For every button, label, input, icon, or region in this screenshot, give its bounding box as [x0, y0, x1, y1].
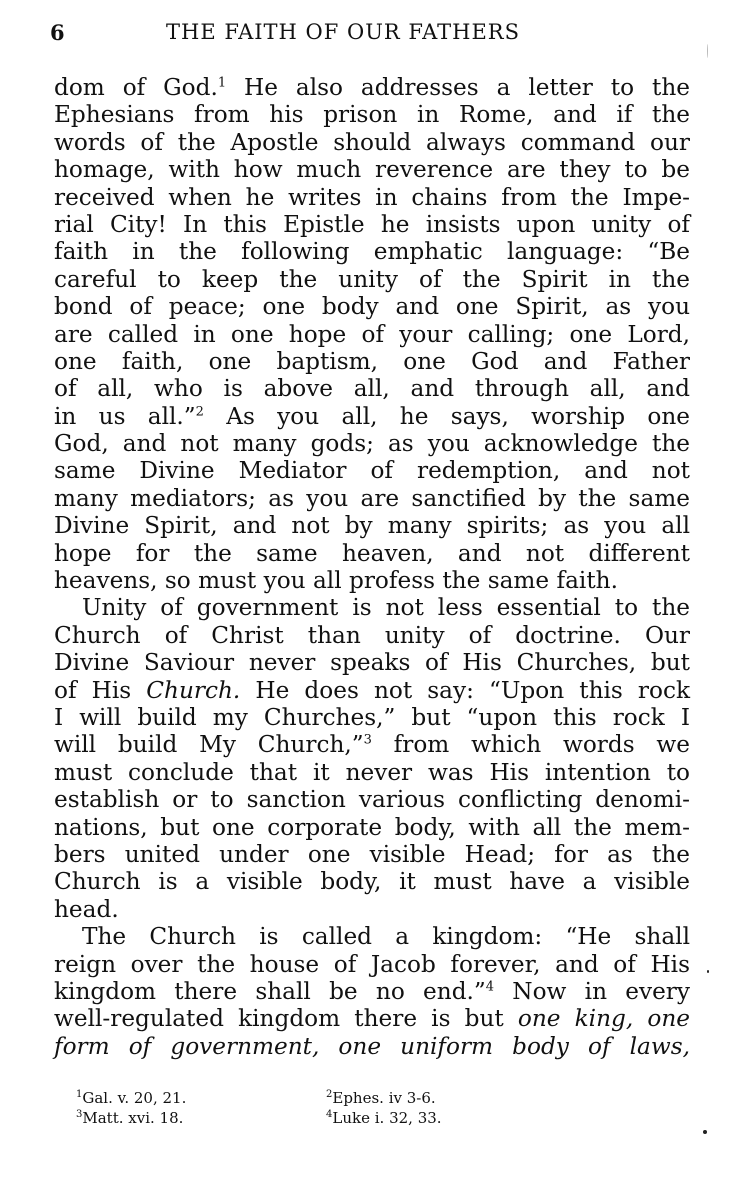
scan-speck — [703, 1130, 707, 1134]
text-line: faith in the following emphatic language: “Be — [54, 238, 690, 266]
text-line: homage, with how much reverence are they to be — [54, 156, 690, 184]
footnote-ref: 2 — [195, 403, 204, 419]
text-line: establish or to sanction various conflicting denomi- — [54, 786, 690, 814]
text-line: of all, who is above all, and through all, and — [54, 375, 690, 403]
text-line: nations, but one corporate body, with all the mem- — [54, 813, 690, 841]
text-line: received when he writes in chains from the Impe- — [54, 183, 690, 211]
scan-speck — [707, 44, 708, 58]
text-line: bers united under one visible Head; for as the — [54, 840, 690, 868]
footnote: $^4$Luke i. 32, 33. — [326, 1109, 442, 1127]
text-line: are called in one hope of your calling; one Lord, — [54, 320, 690, 348]
text-line: bond of peace; one body and one Spirit, as you — [54, 293, 690, 321]
text-line: kingdom there shall be no end.”$^4$ Now in every — [54, 977, 690, 1005]
text-line: hope for the same heaven, and not different — [54, 539, 690, 567]
text-line: Divine Spirit, and not by many spirits; as you all — [54, 512, 690, 540]
text-line: head. — [54, 895, 119, 923]
body-text — [54, 74, 690, 1060]
text-line: reign over the house of Jacob forever, and of His — [54, 950, 690, 978]
running-title: THE FAITH OF OUR FATHERS — [166, 20, 521, 44]
text-line: The Church is called a kingdom: “He shall — [82, 923, 690, 951]
text-line: Divine Saviour never speaks of His Churches, but — [54, 649, 690, 677]
text-line: heavens, so must you all profess the same faith. — [54, 567, 618, 595]
text-line: Unity of government is not less essential to the — [82, 594, 690, 622]
italic-text: Church. — [146, 676, 241, 704]
text-line: must conclude that it never was His intention to — [54, 758, 690, 786]
page-number: 6 — [50, 20, 66, 45]
text-line: same Divine Mediator of redemption, and not — [54, 457, 690, 485]
footnote: $^3$Matt. xvi. 18. — [76, 1109, 184, 1127]
footnote-ref: 3 — [363, 732, 372, 748]
italic-text: one king, one — [517, 1005, 690, 1033]
text-line: Church is a visible body, it must have a visible — [54, 868, 690, 896]
text-line: rial City! In this Epistle he insists upon unity of — [54, 210, 690, 238]
footnote: $^2$Ephes. iv 3-6. — [326, 1089, 436, 1107]
footnote: $^1$Gal. v. 20, 21. — [76, 1089, 187, 1107]
text-line: Ephesians from his prison in Rome, and if the — [54, 101, 690, 129]
scan-speck — [707, 970, 709, 973]
text-line — [54, 1033, 690, 1060]
text-line: God, and not many gods; as you acknowledge the — [54, 430, 690, 458]
text-line: in us all.”$^2$ As you all, he says, worship one — [54, 402, 690, 430]
text-line: dom of God.$^1$ He also addresses a letter to the — [54, 74, 690, 101]
footnote-ref: 1 — [217, 75, 227, 91]
text-line: Church of Christ than unity of doctrine. Our — [54, 621, 690, 649]
text-line: words of the Apostle should always command our — [54, 128, 690, 156]
italic-text: form of government, one uniform body of laws, — [54, 1032, 690, 1060]
text-line: of His Church. He does not say: “Upon this rock — [54, 676, 691, 704]
text-line: well-regulated kingdom there is but one king, one — [54, 1005, 690, 1033]
page-header — [50, 20, 710, 50]
text-line: one faith, one baptism, one God and Father — [54, 347, 690, 375]
text-line: many mediators; as you are sanctified by the same — [54, 484, 690, 512]
text-line: will build My Church,”$^3$ from which words we — [54, 731, 690, 759]
text-line: careful to keep the unity of the Spirit in the — [54, 265, 690, 293]
text-line: I will build my Churches,” but “upon this rock I — [54, 703, 690, 731]
footnote-ref: 4 — [485, 979, 495, 995]
